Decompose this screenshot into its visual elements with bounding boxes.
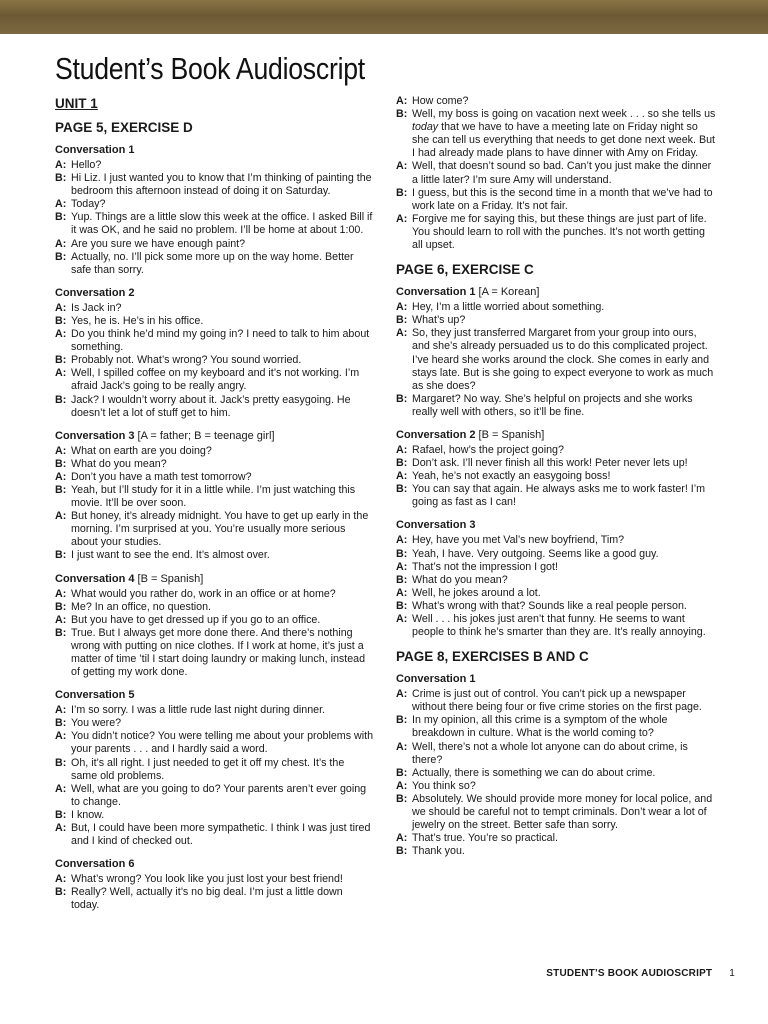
dialogue-text: You think so? [412,779,476,792]
dialogue-text: True. But I always get more done there. And there’s nothing wrong with putting on nice clothes. If I work at home, it’s just a matter of time ’til I start doing laundry or making lunch, instead of getting my work done. [71,626,366,679]
dialogue-text: That’s true. You’re so practical. [412,832,558,845]
dialogue-text: What’s wrong with that? Sounds like a real people person. [412,599,687,612]
speaker-tag: B: [396,392,408,405]
dialogue-line [396,600,716,613]
conversation-title: Conversation 1 [55,144,135,156]
dialogue-text: Yes, he is. He’s in his office. [71,314,204,327]
dialogue-text: Really? Well, actually it’s no big deal. I’m just a little down today. [71,886,343,912]
dialogue-text: You can say that again. He always asks me to work faster! I’m going as fast as I can! [412,483,706,509]
conversation-block [396,428,716,509]
dialogue-text: Margaret? No way. She’s helpful on projects and she works really well with others, so it’ll be fine. [412,392,693,418]
dialogue-line [396,95,716,108]
speaker-tag: A: [55,587,67,600]
dialogue-text: Well, what are you going to do? Your parents aren’t ever going to change. [71,782,367,808]
dialogue-text: Hello? [71,159,102,171]
speaker-tag: B: [396,573,408,586]
dialogue-text: Well, there’s not a whole lot anyone can do about crime, is there? [412,740,688,766]
dialogue-text: Don’t ask. I’ll never finish all this work! Peter never lets up! [412,457,688,470]
conversation-label [55,857,373,871]
dialogue-text: Forgive me for saying this, but these things are just part of life. You should learn to roll with the punches. It’s not worth getting all upset. [412,212,707,252]
dialogue-text: How come? [412,95,469,107]
speaker-note: [B = Spanish] [134,572,204,585]
speaker-tag: B: [55,211,67,224]
conversation-label [55,143,373,157]
conversation-title: Conversation 1 [396,673,476,686]
speaker-tag: B: [55,756,67,769]
dialogue-text: Hi Liz. I just wanted you to know that I’m thinking of painting the bedroom this afternoon instead of doing it on Saturday. [71,172,372,198]
dialogue-text: You were? [71,717,122,730]
conversation-label [55,286,373,300]
dialogue-line [55,367,373,393]
dialogue-text: Probably not. What’s wrong? You sound worried. [71,354,302,367]
dialogue-line [55,809,373,822]
dialogue-text: Do you think he’d mind my going in? I need to talk to him about something. [71,328,370,354]
dialogue-line [55,251,373,277]
dialogue-text: Absolutely. We should provide more money for local police, and we should be careful not to tempt criminals. Don’t wear a lot of jewelry on the street. Better safe than sorry. [412,792,713,832]
conversation-block [55,143,373,277]
dialogue-line [55,315,373,328]
dialogue-text: But you have to get dressed up if you go to an office. [71,613,321,626]
dialogue-text: Actually, there is something we can do about crime. [412,766,656,779]
conversation-block [55,572,373,680]
left-column [55,95,373,922]
speaker-tag: A: [396,779,408,792]
speaker-tag: A: [396,160,408,173]
speaker-tag: B: [55,717,67,730]
speaker-tag: B: [55,483,67,496]
dialogue-text: Actually, no. I’ll pick some more up on the way home. Better safe than sorry. [71,250,354,276]
speaker-tag: A: [55,198,67,211]
page-footer [520,968,735,979]
speaker-tag: B: [396,108,408,121]
dialogue-text: Today? [71,198,106,211]
speaker-tag: B: [55,808,67,821]
dialogue-text: Well . . . his jokes just aren’t that funny. He seems to want people to think he’s smarter than they are. It’s really annoying. [412,613,706,639]
speaker-tag: B: [396,547,408,560]
speaker-tag: A: [55,301,67,314]
conversation-title: Conversation 1 [396,286,476,299]
speaker-tag: A: [55,470,67,483]
dialogue-text: Thank you. [412,845,465,858]
speaker-tag: B: [396,483,408,496]
footer-label: STUDENT’S BOOK AUDIOSCRIPT [546,968,713,979]
speaker-note: [B = Spanish] [475,428,545,441]
dialogue-text: I know. [71,808,105,821]
dialogue-line [55,588,373,601]
dialogue-line [396,741,716,767]
dialogue-line [55,822,373,848]
speaker-tag: A: [55,444,67,457]
speaker-note: [A = Korean] [475,286,540,299]
speaker-tag: B: [55,354,67,367]
conversation-block [396,285,716,419]
dialogue-line [55,471,373,484]
speaker-tag: B: [396,457,408,470]
speaker-tag: B: [55,549,67,562]
right-column [396,95,716,867]
dialogue-line [396,767,716,780]
dialogue-text: Crime is just out of control. You can’t pick up a newspaper without there being four or five crime stories on the first page. [412,688,702,714]
dialogue-line [55,211,373,237]
conversation-label [55,429,373,443]
speaker-tag: A: [396,301,408,314]
dialogue-line [55,757,373,783]
dialogue-text: I’m so sorry. I was a little rude last night during dinner. [71,704,326,717]
dialogue-text: Are you sure we have enough paint? [71,237,246,250]
speaker-tag: B: [396,714,408,727]
dialogue-line [396,470,716,483]
speaker-tag: A: [55,613,67,626]
speaker-tag: A: [55,730,67,743]
speaker-tag: B: [396,186,408,199]
dialogue-line [396,574,716,587]
dialogue-text: So, they just transferred Margaret from your group into ours, and she’s already persuaded us to do this complicated project. I’ve heard she works around the clock. She comes in early and stays late. But is she going to expect everyone to work as much as she does? [412,327,714,392]
dialogue-text: Me? In an office, no question. [71,600,212,613]
speaker-tag: A: [396,586,408,599]
dialogue-line [55,627,373,679]
speaker-tag: A: [55,782,67,795]
speaker-tag: A: [396,740,408,753]
dialogue-text: I guess, but this is the second time in a month that we’ve had to work late on a Friday. It’s not fair. [412,186,713,212]
dialogue-text: What would you rather do, work in an office or at home? [71,587,336,600]
dialogue-text: Well, he jokes around a lot. [412,586,541,599]
speaker-tag: B: [55,314,67,327]
dialogue-text: Rafael, how’s the project going? [412,443,564,456]
conversation-title: Conversation 4 [55,572,135,585]
dialogue-line [396,213,716,252]
page-title: Student’s Book Audioscript [55,51,365,86]
dialogue-line [396,444,716,457]
conversation-block [396,518,716,639]
dialogue-text: But honey, it’s already midnight. You have to get up early in the morning. I’m surprised at you. You’re usually more serious about your studies. [71,510,369,549]
dialogue-text: Hey, I’m a little worried about something. [412,301,605,314]
conversation-title: Conversation 3 [396,519,476,532]
dialogue-line [55,886,373,912]
dialogue-line [55,172,373,198]
dialogue-line [396,587,716,600]
conversation-label [55,572,373,586]
conversation-label [55,688,373,702]
dialogue-line [396,688,716,714]
conversation-label [396,428,716,442]
conversation-title: Conversation 2 [396,428,476,441]
dialogue-line [396,108,716,160]
dialogue-line [55,394,373,420]
dialogue-line [55,873,373,886]
dialogue-line [55,302,373,315]
speaker-note: [A = father; B = teenage girl] [134,429,275,442]
conversation-title: Conversation 5 [55,689,135,702]
unit-heading: UNIT 1 [55,96,98,111]
conversation-title: Conversation 2 [55,286,135,299]
dialogue-line [396,187,716,213]
dialogue-line [55,328,373,354]
dialogue-text: What’s wrong? You look like you just lost your best friend! [71,873,343,886]
speaker-tag: B: [396,845,408,858]
dialogue-line [396,548,716,561]
dialogue-text: I just want to see the end. It’s almost over. [71,549,270,562]
dialogue-line [55,730,373,756]
speaker-tag: A: [55,822,67,835]
dialogue-line [55,549,373,562]
dialogue-text: Is Jack in? [71,301,122,314]
speaker-tag: B: [396,792,408,805]
speaker-tag: A: [396,560,408,573]
conversation-label [396,518,716,532]
top-decorative-bar [0,0,768,34]
dialogue-text: Yeah, he’s not exactly an easygoing boss! [412,470,611,483]
dialogue-text: What’s up? [412,314,466,327]
dialogue-text: Well, I spilled coffee on my keyboard and it’s not working. I’m afraid Jack’s going to be really angry. [71,367,360,393]
speaker-tag: A: [55,510,67,523]
dialogue-text: What on earth are you doing? [71,444,212,457]
dialogue-line [396,160,716,186]
speaker-tag: A: [396,443,408,456]
section-heading: PAGE 8, EXERCISES B AND C [396,649,589,665]
dialogue-line [55,458,373,471]
speaker-tag: A: [396,212,408,225]
speaker-tag: A: [396,688,408,701]
dialogue-text: Yeah, but I’ll study for it in a little while. I’m just watching this movie. It’ll be over soon. [71,483,356,510]
dialogue-line [55,717,373,730]
dialogue-text: Well, my boss is going on vacation next week . . . so she tells us today that we have to have a meeting late on Friday night so she can tell us everything that needs to get done next week. But I had already made plans to have dinner with Amy on Friday. [412,108,716,160]
speaker-tag: B: [396,599,408,612]
conversation-title: Conversation 6 [55,858,135,871]
dialogue-line [396,793,716,832]
dialogue-line [396,845,716,858]
dialogue-line [396,457,716,470]
dialogue-line [396,301,716,314]
speaker-tag: A: [396,470,408,483]
dialogue-text: Oh, it’s all right. I just needed to get it off my chest. It’s the same old problems. [71,756,345,782]
conversation-block [55,688,373,848]
dialogue-line [55,484,373,510]
conversation-block [55,286,373,420]
dialogue-line [55,783,373,809]
conversation-label [396,285,716,299]
dialogue-text: Hey, have you met Val’s new boyfriend, Tim? [412,534,625,547]
dialogue-line [55,198,373,211]
section-heading: PAGE 6, EXERCISE C [396,262,534,278]
speaker-tag: A: [396,832,408,845]
conversation-continuation [396,95,716,252]
dialogue-line [55,238,373,251]
conversation-label [396,672,716,686]
speaker-tag: A: [396,613,408,625]
speaker-tag: A: [396,327,408,340]
speaker-tag: A: [396,95,408,107]
dialogue-text: Jack? I wouldn’t worry about it. Jack’s pretty easygoing. He doesn’t let a lot of stuff get to him. [71,393,351,419]
section-heading: PAGE 5, EXERCISE D [55,120,193,135]
dialogue-line [55,704,373,717]
conversation-block [55,429,373,563]
speaker-tag: B: [55,250,67,263]
dialogue-line [55,445,373,458]
dialogue-text: But, I could have been more sympathetic. I think I was just tired and I kind of checked out. [71,822,371,848]
speaker-tag: B: [55,393,67,406]
speaker-tag: B: [55,626,67,639]
dialogue-line [396,832,716,845]
speaker-tag: A: [55,873,67,886]
dialogue-text: Yeah, I have. Very outgoing. Seems like a good guy. [412,547,659,560]
speaker-tag: B: [55,886,67,899]
speaker-tag: B: [396,314,408,327]
dialogue-line [396,327,716,392]
dialogue-line [396,534,716,547]
conversation-title: Conversation 3 [55,429,135,442]
speaker-tag: B: [55,600,67,613]
dialogue-line [396,714,716,740]
dialogue-text: What do you mean? [412,573,508,586]
speaker-tag: A: [396,534,408,547]
speaker-tag: B: [55,172,67,185]
dialogue-text: Don’t you have a math test tomorrow? [71,470,252,483]
dialogue-text: That’s not the impression I got! [412,560,558,573]
dialogue-text: In my opinion, all this crime is a symptom of the whole breakdown in culture. What is the world coming to? [412,714,668,740]
dialogue-line [396,780,716,793]
dialogue-line [55,510,373,549]
dialogue-text: What do you mean? [71,457,167,470]
dialogue-line [55,159,373,172]
page-number: 1 [729,968,735,979]
speaker-tag: B: [396,766,408,779]
dialogue-text: Well, that doesn’t sound so bad. Can’t you just make the dinner a little later? I’m sure Amy will understand. [412,160,712,186]
dialogue-line [396,561,716,574]
dialogue-text: You didn’t notice? You were telling me about your problems with your parents . . . and I hardly said a word. [71,730,374,756]
dialogue-line [396,483,716,509]
conversation-block [55,857,373,912]
conversation-block [396,672,716,858]
dialogue-line [396,314,716,327]
speaker-tag: A: [55,237,67,250]
dialogue-line [55,601,373,614]
dialogue-text: Yup. Things are a little slow this week at the office. I asked Bill if it was OK, and he said no problem. I’ll be home at about 1:00. [71,211,373,237]
dialogue-line [396,613,716,639]
speaker-tag: A: [55,159,67,171]
dialogue-line [55,614,373,627]
speaker-tag: A: [55,367,67,380]
speaker-tag: B: [55,457,67,470]
dialogue-line [55,354,373,367]
dialogue-line [396,393,716,419]
speaker-tag: A: [55,328,67,341]
speaker-tag: A: [55,704,67,717]
